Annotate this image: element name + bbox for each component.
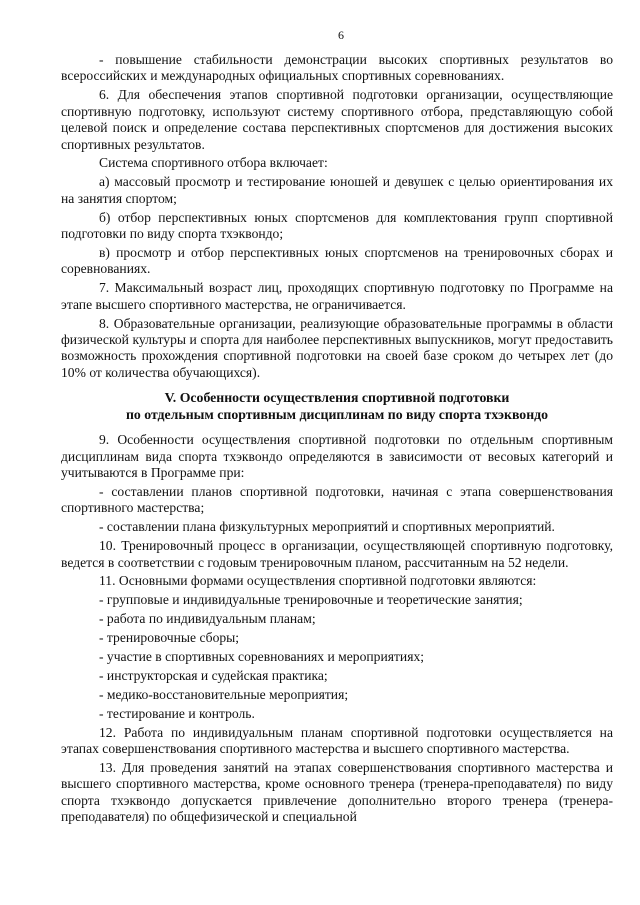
paragraph-7-max-age: 7. Максимальный возраст лиц, проходящих спортивную подготовку по Программе на этапе высшего спортивного мастерства, не ограничивается.: [61, 280, 613, 312]
section-heading: [61, 389, 613, 423]
page-number: 6: [338, 28, 344, 42]
list-item-medical-recovery: - медико-восстановительные мероприятия;: [99, 686, 349, 702]
list-item-individual-plans: - работа по индивидуальным планам;: [99, 611, 316, 627]
paragraph-8-educational-orgs: 8. Образовательные организации, реализующие образовательные программы в области физической культуры и спорта для наиболее перспективных выпускников, могут предоставить возможность прохождения спортивной подготовки на своей базе сроком до четырех лет (до 10% от количества обучающихся).: [61, 315, 613, 380]
paragraph-selection-includes: Система спортивного отбора включает:: [99, 155, 328, 171]
list-item-v: в) просмотр и отбор перспективных юных спортсменов на тренировочных сборах и соревнованиях.: [61, 244, 613, 277]
list-item-competitions: - участие в спортивных соревнованиях и мероприятиях;: [99, 649, 425, 665]
paragraph-12-individual-plans: 12. Работа по индивидуальным планам спортивной подготовки осуществляется на этапах совершенствования спортивного мастерства и высшего спортивного мастерства.: [61, 724, 613, 757]
list-item-events-plan: - составлении плана физкультурных мероприятий и спортивных мероприятий.: [99, 519, 555, 535]
list-item-training-camps: - тренировочные сборы;: [99, 630, 240, 646]
paragraph-10-training-process: 10. Тренировочный процесс в организации, осуществляющей спортивную подготовку, ведется в соответствии с годовым тренировочным планом, рассчитанным на 52 недели.: [61, 538, 613, 570]
paragraph-9-features: 9. Особенности осуществления спортивной подготовки по отдельным спортивным дисциплинам вида спорта тхэквондо определяются в зависимости от весовых категорий и учитываются в Программе при:: [61, 432, 613, 481]
list-item-b: б) отбор перспективных юных спортсменов для комплектования групп спортивной подготовки по виду спорта тхэквондо;: [61, 209, 613, 242]
paragraph-11-forms: 11. Основными формами осуществления спортивной подготовки являются:: [99, 573, 537, 589]
paragraph-stability: - повышение стабильности демонстрации высоких спортивных результатов во всероссийских и международных официальных спортивных соревнованиях.: [61, 52, 613, 84]
list-item-plans: - составлении планов спортивной подготовки, начиная с этапа совершенствования спортивного мастерства;: [61, 483, 613, 516]
section-heading-line2: по отдельным спортивным дисциплинам по виду спорта тхэквондо: [125, 407, 549, 423]
list-item-a: а) массовый просмотр и тестирование юношей и девушек с целью ориентирования их на занятия спортом;: [61, 174, 613, 206]
list-item-instructor-practice: - инструкторская и судейская практика;: [99, 668, 328, 683]
section-heading-line1: V. Особенности осуществления спортивной подготовки: [164, 390, 510, 406]
list-item-group-sessions: - групповые и индивидуальные тренировочные и теоретические занятия;: [99, 592, 523, 608]
paragraph-6-selection-system: 6. Для обеспечения этапов спортивной подготовки организации, осуществляющие спортивную подготовку, используют систему спортивного отбора, представляющую собой целевой поиск и определение состава перспективных спортсменов для достижения высоких спортивных результатов.: [61, 87, 613, 152]
list-item-testing: - тестирование и контроль.: [99, 705, 255, 721]
paragraph-13-second-coach: 13. Для проведения занятий на этапах совершенствования спортивного мастерства и высшего спортивного мастерства, кроме основного тренера (тренера-преподавателя) по виду спорта тхэквондо допускается привлечение дополнительно второго тренера (тренера-преподавателя) по общефизической и специальной: [61, 760, 613, 825]
document-page: [61, 28, 613, 828]
